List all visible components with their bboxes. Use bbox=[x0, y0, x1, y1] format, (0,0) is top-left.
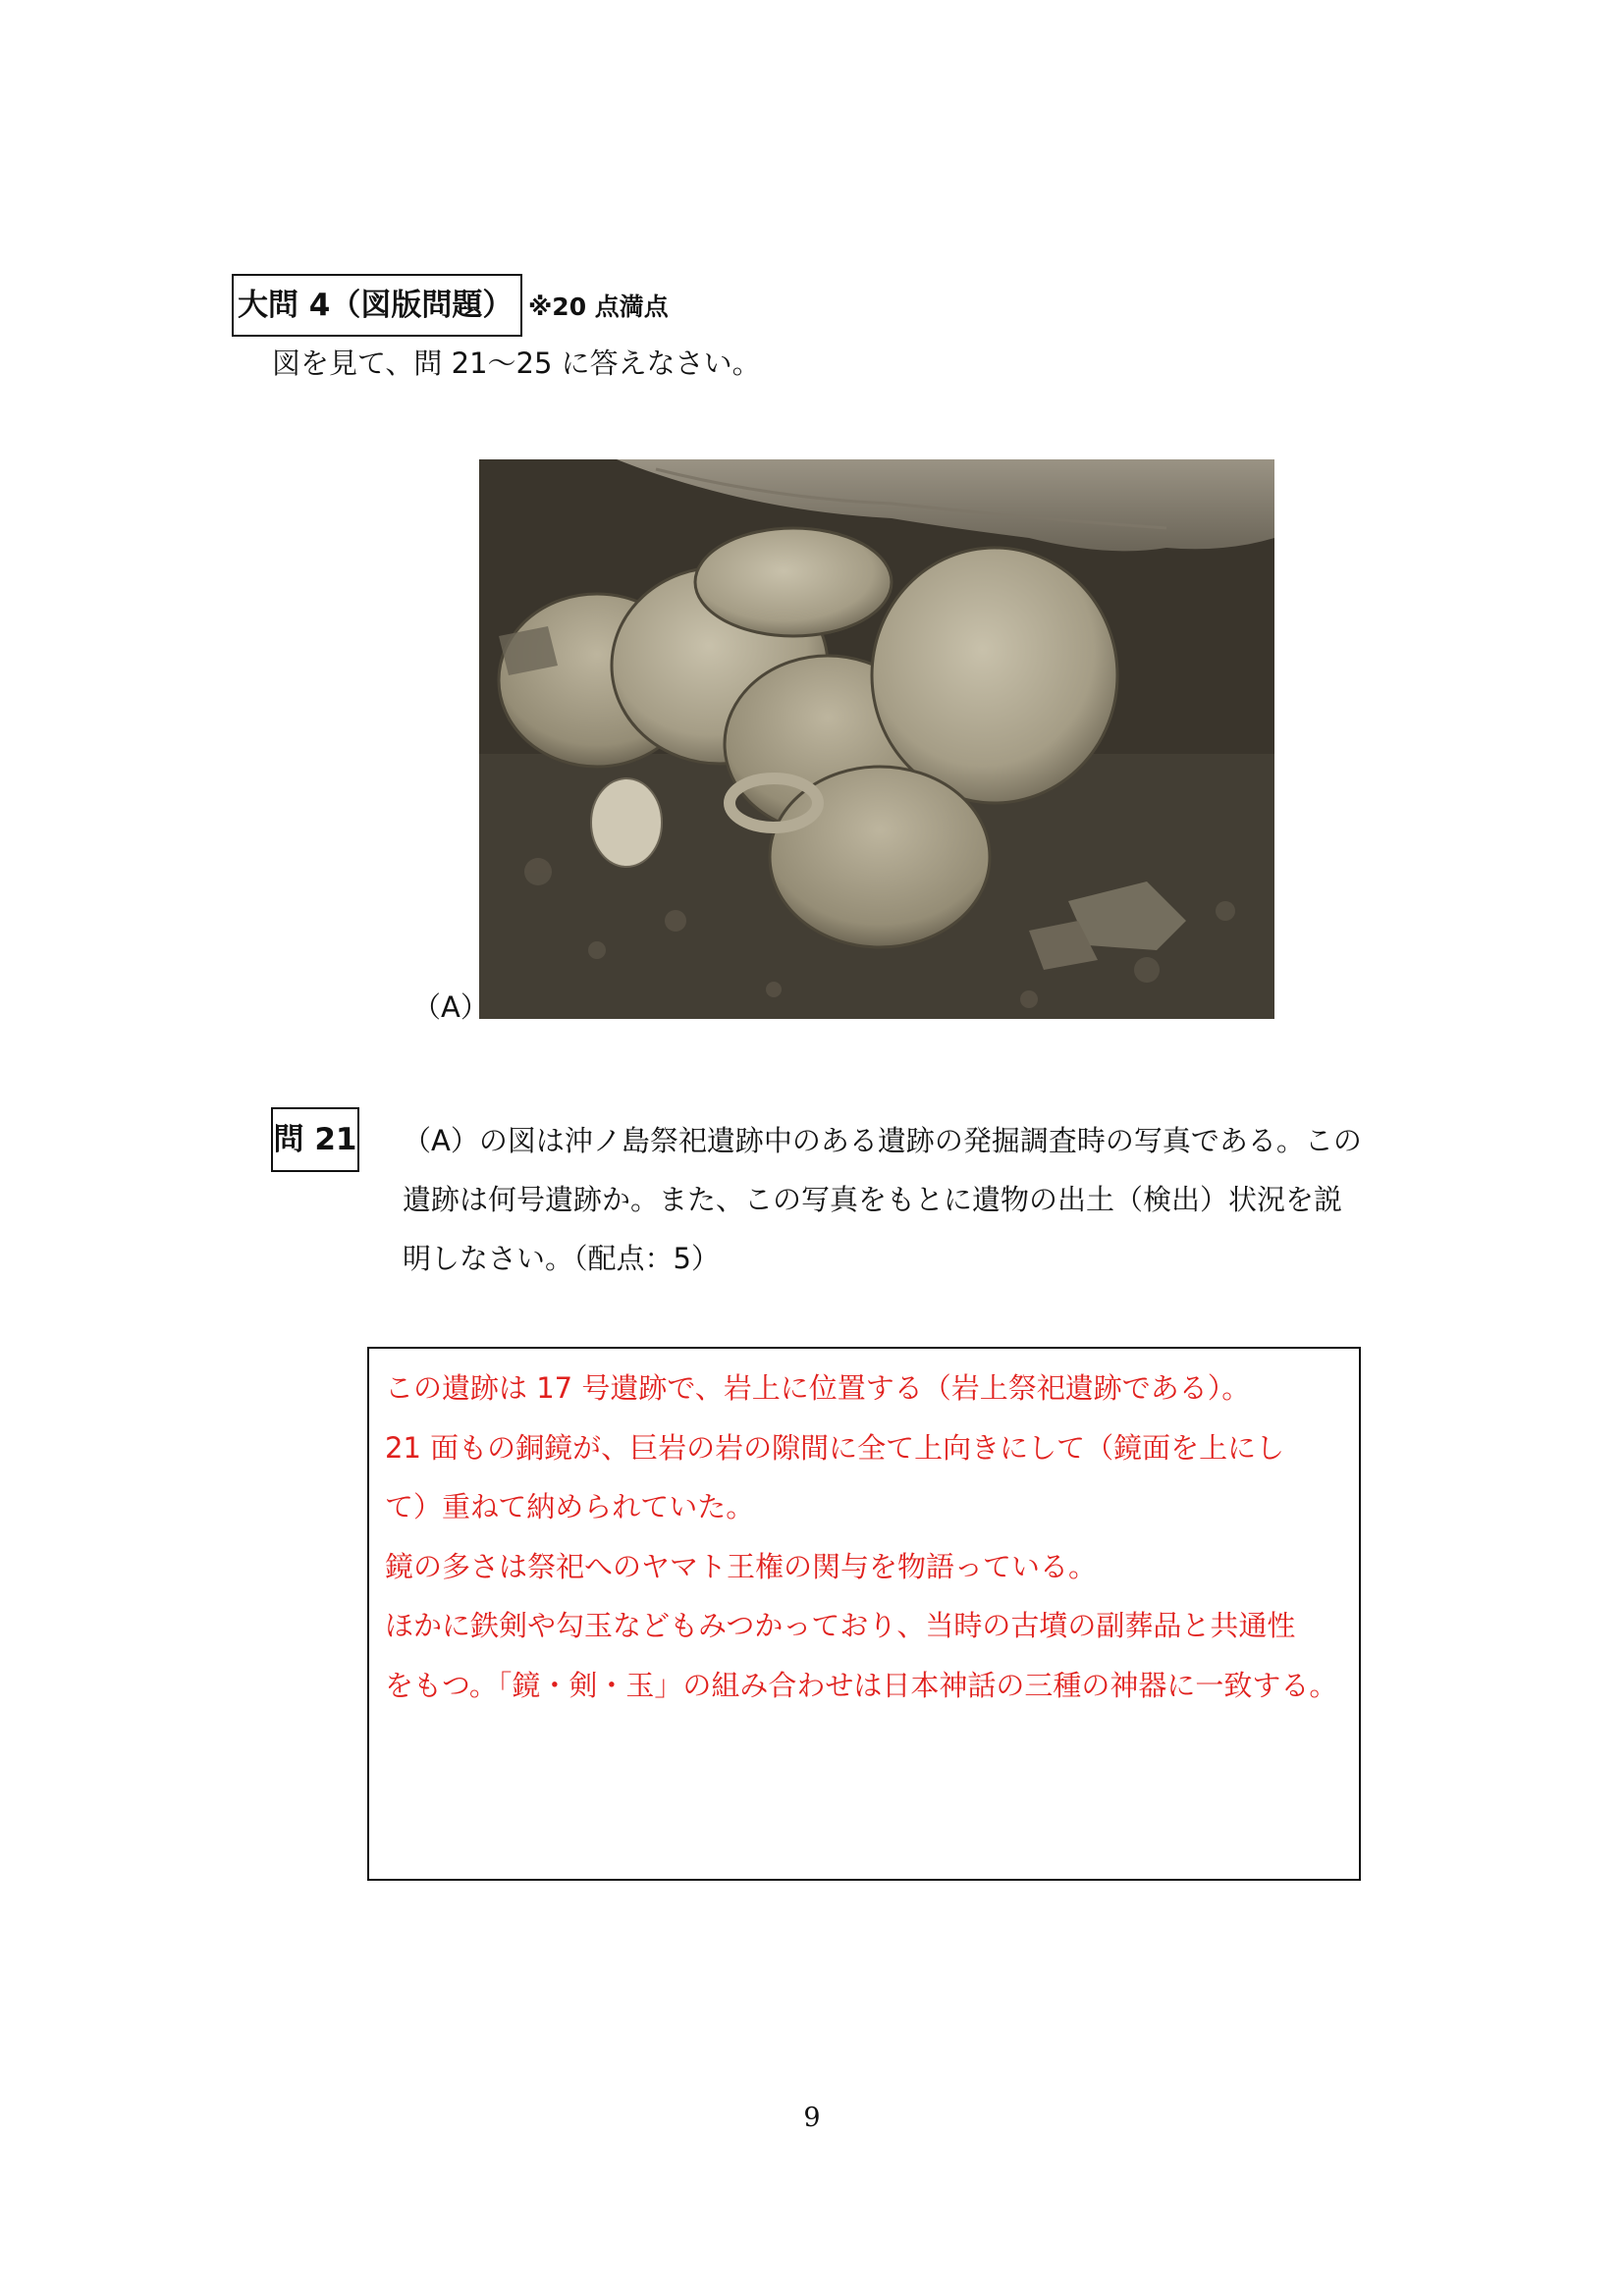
points-note: ※20 点満点 bbox=[528, 293, 669, 321]
answer-box bbox=[367, 1347, 1361, 1881]
question-line: 遺跡は何号遺跡か。また、この写真をもとに遺物の出土（検出）状況を説 bbox=[403, 1183, 1343, 1216]
answer-line: この遺跡は 17 号遺跡で、岩上に位置する（岩上祭祀遺跡である）。 bbox=[385, 1371, 1251, 1405]
section-heading-box bbox=[232, 274, 522, 337]
question-number: 問 21 bbox=[273, 1122, 357, 1157]
section-heading: 大問 4（図版問題） bbox=[238, 288, 514, 323]
answer-line: て）重ねて納められていた。 bbox=[385, 1490, 755, 1523]
figure-label: （A） bbox=[412, 990, 489, 1024]
answer-line: をもつ。「鏡・剣・玉」の組み合わせは日本神話の三種の神器に一致する。 bbox=[385, 1668, 1338, 1702]
question-number-box bbox=[271, 1107, 359, 1172]
instruction-text: 図を見て、問 21〜25 に答えなさい。 bbox=[272, 347, 761, 380]
answer-line: ほかに鉄剣や勾玉などもみつかっており、当時の古墳の副葬品と共通性 bbox=[385, 1609, 1296, 1642]
question-text bbox=[403, 1111, 1404, 1288]
page-number: 9 bbox=[803, 2103, 821, 2133]
excavation-photo-image bbox=[479, 459, 1274, 1019]
excavation-photo bbox=[479, 459, 1274, 1019]
answer-line: 21 面もの銅鏡が、巨岩の岩の隙間に全て上向きにして（鏡面を上にし bbox=[385, 1430, 1285, 1465]
question-line: （A）の図は沖ノ島祭祀遺跡中のある遺跡の発掘調査時の写真である。この bbox=[403, 1124, 1362, 1157]
answer-line: 鏡の多さは祭祀へのヤマト王権の関与を物語っている。 bbox=[385, 1549, 1098, 1583]
question-line: 明しなさい。（配点：5） bbox=[403, 1242, 720, 1275]
